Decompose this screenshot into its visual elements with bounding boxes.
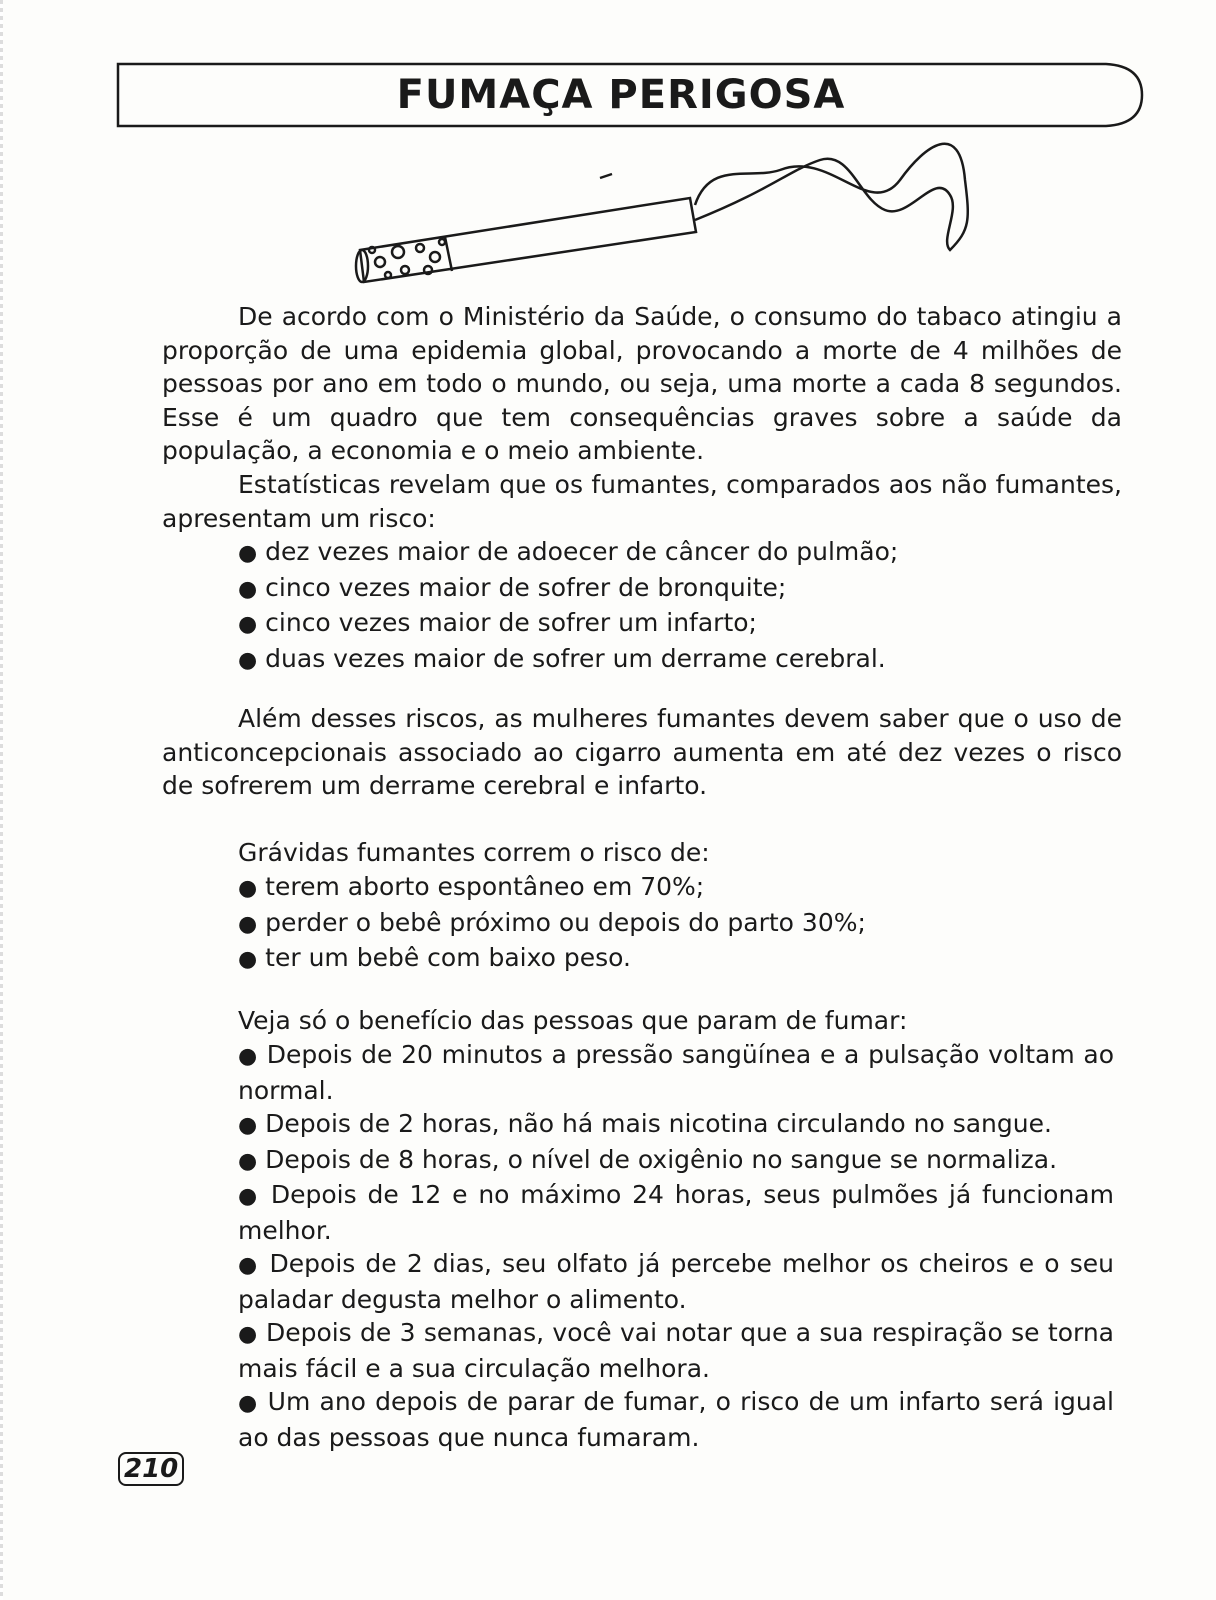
cigarette-illustration — [350, 130, 1000, 290]
list-item: ● Um ano depois de parar de fumar, o risco de um infarto será igual ao das pessoas que nunca fumaram. — [238, 1387, 1115, 1452]
list-item: ● Depois de 3 semanas, você vai notar que a sua respiração se torna mais fácil e a sua circulação melhora. — [238, 1318, 1114, 1383]
list-item: ● Depois de 12 e no máximo 24 horas, seus pulmões já funcionam melhor. — [238, 1180, 1114, 1245]
list-item: ● cinco vezes maior de sofrer de bronquite; — [238, 572, 787, 602]
list-item: ● dez vezes maior de adoecer de câncer do pulmão; — [238, 537, 899, 566]
benefits-list — [238, 1038, 1114, 1454]
page-number: 210 — [118, 1452, 184, 1486]
stats-list — [238, 535, 1128, 677]
intro-paragraph — [162, 300, 1122, 468]
pregnant-list — [238, 870, 1128, 977]
scan-edge — [0, 0, 3, 1600]
list-item: ● Depois de 2 dias, seu olfato já percebe melhor os cheiros e o seu paladar degusta melhor o alimento. — [238, 1249, 1114, 1314]
list-item: ● cinco vezes maior de sofrer um infarto; — [238, 608, 757, 637]
benefits-intro: Veja só o benefício das pessoas que param de fumar: — [238, 1006, 908, 1035]
women-paragraph — [162, 702, 1122, 803]
page-title: FUMAÇA PERIGOSA — [396, 72, 846, 118]
stats-paragraph-text: Estatísticas revelam que os fumantes, comparados aos não fumantes, apresentam um risco: — [162, 470, 1122, 533]
list-item: ● duas vezes maior de sofrer um derrame cerebral. — [238, 643, 886, 673]
pregnant-intro: Grávidas fumantes correm o risco de: — [238, 838, 710, 867]
stats-paragraph — [162, 468, 1122, 535]
list-item: ● ter um bebê com baixo peso. — [238, 943, 631, 972]
list-item: ● Depois de 20 minutos a pressão sangüínea e a pulsação voltam ao normal. — [238, 1040, 1114, 1105]
list-item: ● Depois de 8 horas, o nível de oxigênio no sangue se normaliza. — [238, 1144, 1058, 1174]
title-banner — [116, 62, 1146, 128]
intro-paragraph-text: De acordo com o Ministério da Saúde, o consumo do tabaco atingiu a proporção de uma epidemia global, provocando a morte de 4 milhões de pessoas por ano em todo o mundo, ou seja, uma morte a cada 8 segundos. Esse é um quadro que tem consequências graves sobre a saúde da população, a economia e o meio ambiente. — [162, 302, 1122, 465]
list-item: ● terem aborto espontâneo em 70%; — [238, 872, 705, 901]
women-paragraph-text: Além desses riscos, as mulheres fumantes devem saber que o uso de anticoncepcionais associado ao cigarro aumenta em até dez vezes o risco de sofrerem um derrame cerebral e infarto. — [162, 704, 1122, 800]
list-item: ● perder o bebê próximo ou depois do parto 30%; — [238, 907, 866, 937]
list-item: ● Depois de 2 horas, não há mais nicotina circulando no sangue. — [238, 1109, 1052, 1138]
